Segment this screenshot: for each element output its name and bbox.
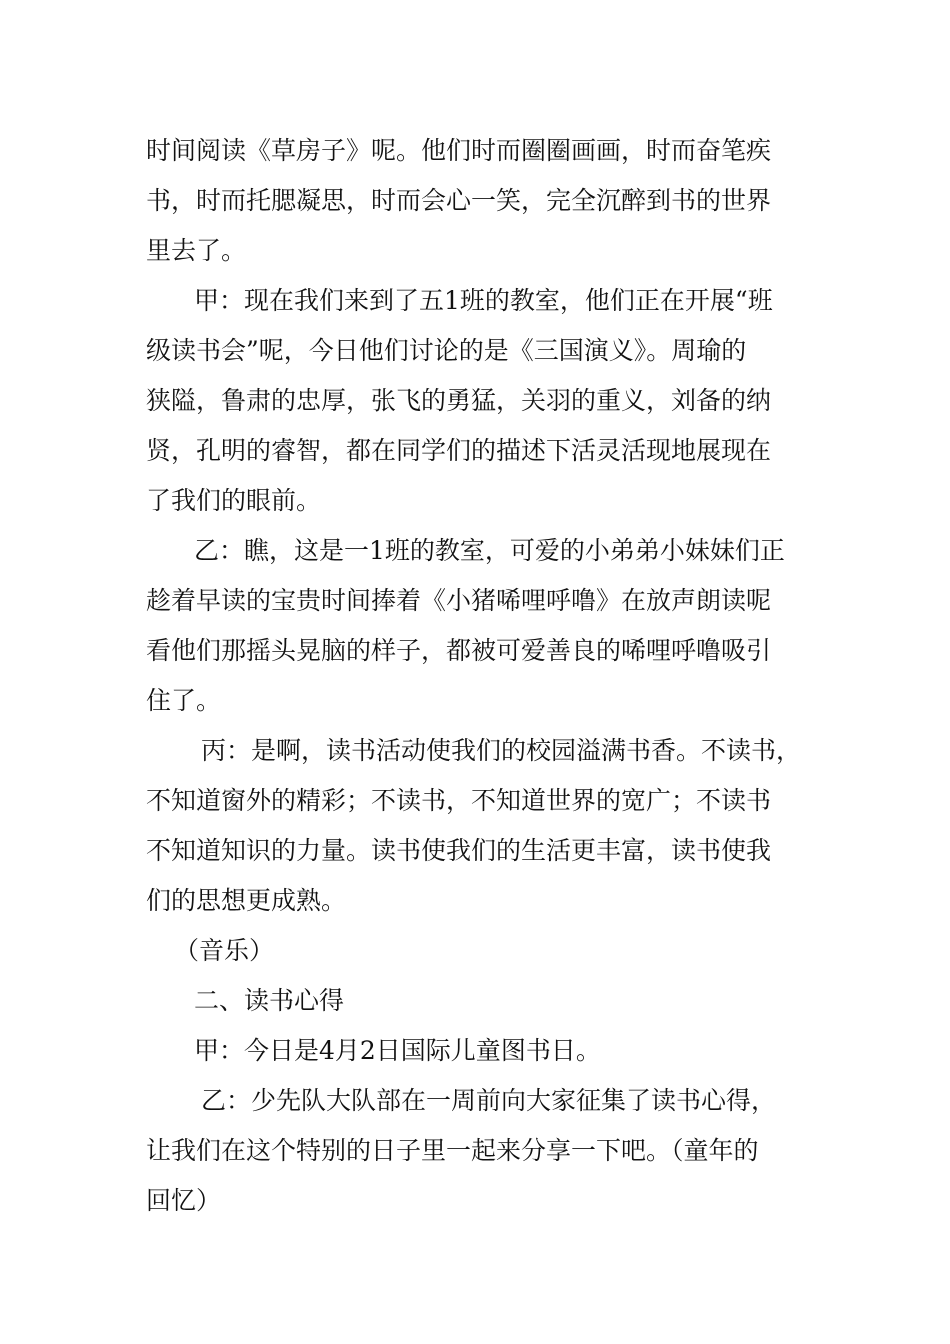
text-line: 趁着早读的宝贵时间捧着《小猪唏哩呼噜》在放声朗读呢 bbox=[146, 586, 772, 615]
text-line: （音乐） bbox=[174, 936, 275, 965]
text-line: 不知道窗外的精彩；不读书，不知道世界的宽广；不读书 bbox=[146, 786, 772, 815]
text-line: 让我们在这个特别的日子里一起来分享一下吧。（童年的 bbox=[146, 1136, 759, 1165]
text-line: 了我们的眼前。 bbox=[146, 486, 322, 515]
text-line: 时间阅读《草房子》呢。他们时而圈圈画画，时而奋笔疾 bbox=[146, 136, 772, 165]
text-line: 回忆） bbox=[146, 1186, 222, 1215]
text-line: 里去了。 bbox=[146, 236, 247, 265]
document-body bbox=[146, 126, 818, 1226]
text-line: 甲：今日是4月2日国际儿童图书日。 bbox=[194, 1036, 601, 1065]
text-line: 看他们那摇头晃脑的样子，都被可爱善良的唏哩呼噜吸引 bbox=[146, 636, 772, 665]
text-line: 乙：少先队大队部在一周前向大家征集了读书心得， bbox=[201, 1086, 777, 1115]
text-line: 书，时而托腮凝思，时而会心一笑，完全沉醉到书的世界 bbox=[146, 186, 772, 215]
text-line: 丙：是啊，读书活动使我们的校园溢满书香。不读书， bbox=[201, 736, 802, 765]
paragraph bbox=[146, 126, 818, 276]
paragraph bbox=[146, 276, 818, 526]
paragraph bbox=[146, 976, 818, 1026]
text-line: 贤，孔明的睿智，都在同学们的描述下活灵活现地展现在 bbox=[146, 436, 772, 465]
text-line: 甲：现在我们来到了五1班的教室，他们正在开展“班 bbox=[194, 286, 773, 315]
text-line: 住了。 bbox=[146, 686, 222, 715]
paragraph bbox=[146, 1026, 818, 1076]
paragraph bbox=[146, 526, 818, 726]
section-heading: 二、读书心得 bbox=[194, 986, 345, 1015]
paragraph bbox=[146, 726, 818, 926]
text-line: 不知道知识的力量。读书使我们的生活更丰富，读书使我 bbox=[146, 836, 772, 865]
text-line: 狭隘，鲁肃的忠厚，张飞的勇猛，关羽的重义，刘备的纳 bbox=[146, 386, 772, 415]
text-line: 乙：瞧，这是一1班的教室，可爱的小弟弟小妹妹们正 bbox=[194, 536, 785, 565]
text-line: 们的思想更成熟。 bbox=[146, 886, 347, 915]
text-line: 级读书会”呢，今日他们讨论的是《三国演义》。周瑜的 bbox=[146, 336, 747, 365]
paragraph bbox=[146, 1076, 818, 1226]
paragraph bbox=[146, 926, 818, 976]
